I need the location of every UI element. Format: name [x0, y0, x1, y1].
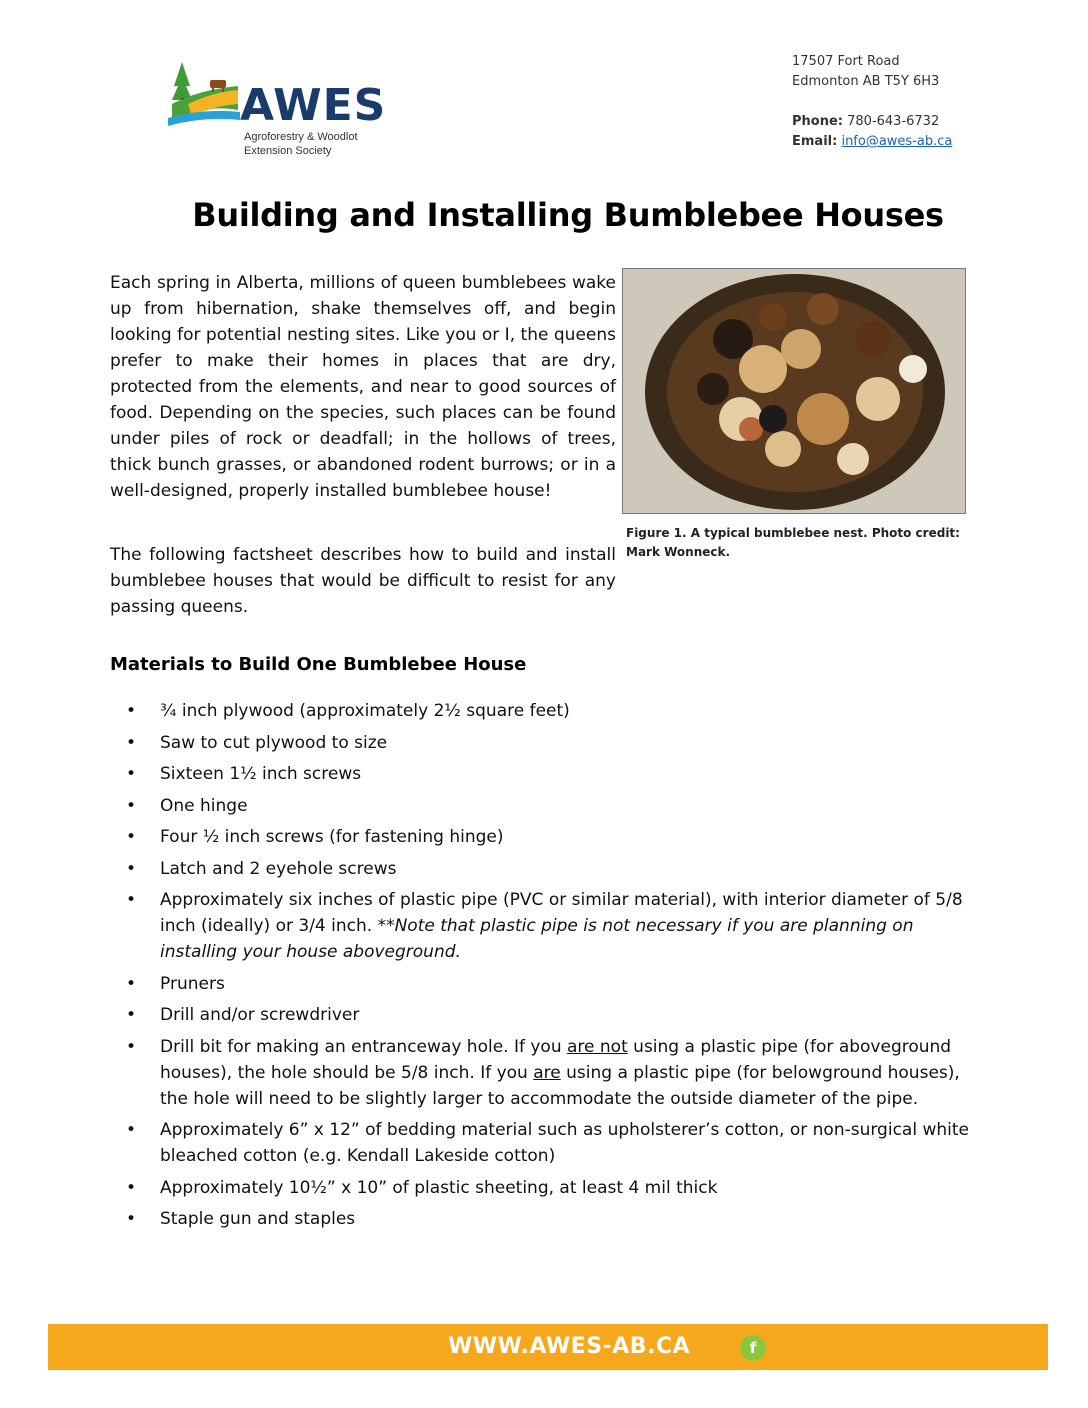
list-item	[110, 761, 974, 787]
list-item	[110, 887, 974, 965]
facebook-icon[interactable]: f	[740, 1335, 766, 1361]
logo-subtitle	[244, 130, 394, 158]
underlined-text: are	[533, 1062, 561, 1083]
phone-number: 780-643-6732	[847, 114, 940, 129]
list-item-text: using a plastic pipe (for aboveground houses), the hole should be 5/8 inch. If you	[160, 1036, 952, 1083]
list-item-text: ¾ inch plywood (approximately 2½ square feet)	[160, 701, 570, 721]
bumblebee-nest-photo	[622, 268, 966, 514]
bullet-icon: •	[126, 890, 137, 910]
list-item-text: Pruners	[160, 973, 225, 994]
list-item-text: Drill bit for making an entranceway hole. If you	[160, 1036, 568, 1057]
email-line	[792, 132, 1072, 152]
logo-landscape-icon	[168, 60, 248, 130]
awes-logo	[168, 60, 387, 160]
list-item	[110, 824, 974, 850]
logo-subtitle-line1: Agroforestry & Woodlot	[244, 131, 358, 143]
bullet-icon: •	[126, 973, 137, 994]
list-item-text: Sixteen 1½ inch screws	[160, 764, 362, 784]
list-item	[110, 1206, 974, 1232]
bullet-icon: •	[126, 732, 137, 753]
list-item-text: Approximately six inches of plastic pipe (PVC or similar material), with interior diameter of 5/8 inch (ideally) or 3/4 inch.	[160, 890, 963, 936]
list-item	[110, 730, 974, 756]
bullet-icon: •	[126, 1209, 137, 1229]
figure-caption: Figure 1. A typical bumblebee nest. Photo credit: Mark Wonneck.	[626, 526, 960, 559]
bullet-icon: •	[126, 795, 137, 816]
materials-list	[110, 698, 974, 1238]
logo-subtitle-line2: Extension Society	[244, 145, 332, 157]
email-link[interactable]: info@awes-ab.ca	[841, 134, 953, 149]
materials-heading: Materials to Build One Bumblebee House	[110, 654, 527, 675]
email-label: Email:	[792, 134, 838, 149]
bullet-icon: •	[126, 1036, 137, 1057]
list-item	[110, 971, 974, 997]
list-item	[110, 856, 974, 882]
logo-wordmark: AWES	[240, 80, 387, 131]
bullet-icon: •	[126, 1177, 137, 1198]
phone-label: Phone:	[792, 114, 843, 129]
list-item-text: Approximately 10½” x 10” of plastic sheeting, at least 4 mil thick	[160, 1177, 718, 1198]
bullet-icon: •	[126, 764, 137, 784]
page-title: Building and Installing Bumblebee Houses	[192, 196, 944, 234]
list-item	[110, 698, 974, 724]
contact-block	[792, 52, 1072, 152]
bullet-icon: •	[126, 1120, 137, 1140]
list-item	[110, 1034, 974, 1112]
phone-line	[792, 112, 1072, 132]
bullet-icon: •	[126, 701, 137, 721]
address-street: 17507 Fort Road	[792, 54, 900, 69]
list-item-text: Drill and/or screwdriver	[160, 1005, 360, 1025]
footer-bar	[48, 1324, 1048, 1370]
following-paragraph: The following factsheet describes how to build and install bumblebee houses that would be difficult to resist for any passing queens.	[110, 545, 616, 617]
list-item-text: Saw to cut plywood to size	[160, 732, 388, 753]
list-item-text: using a plastic pipe (for belowground houses), the hole will need to be slightly larger to accommodate the outside diameter of the pipe.	[160, 1062, 960, 1109]
bullet-icon: •	[126, 858, 137, 879]
list-item-note: **Note that plastic pipe is not necessary if you are planning on installing your house aboveground.	[160, 916, 914, 962]
list-item-text: Staple gun and staples	[160, 1209, 356, 1229]
list-item	[110, 793, 974, 819]
list-item	[110, 1117, 974, 1169]
bullet-icon: •	[126, 1005, 137, 1025]
underlined-text: are not	[567, 1036, 628, 1057]
list-item-text: Four ½ inch screws (for fastening hinge)	[160, 827, 504, 847]
bullet-icon: •	[126, 827, 137, 847]
address-city: Edmonton AB T5Y 6H3	[792, 74, 940, 89]
list-item-text: Approximately 6” x 12” of bedding material such as upholsterer’s cotton, or non-surgical white bleached cotton (e.g. Kendall Lakeside cotton)	[160, 1120, 969, 1166]
list-item	[110, 1175, 974, 1201]
list-item-text: One hinge	[160, 795, 248, 816]
list-item	[110, 1002, 974, 1028]
intro-paragraph: Each spring in Alberta, millions of queen bumblebees wake up from hibernation, shake themselves off, and begin looking for potential nesting sites. Like you or I, the queens prefer to make their homes in places that are dry, protected from the elements, and near to good sources of food. Depending on the species, such places can be found under piles of rock or deadfall; in the hollows of trees, thick bunch grasses, or abandoned rodent burrows; or in a well-designed, properly installed bumblebee house!	[110, 273, 616, 501]
footer-website-link[interactable]: WWW.AWES-AB.CA	[448, 1334, 690, 1359]
list-item-text: Latch and 2 eyehole screws	[160, 858, 397, 879]
